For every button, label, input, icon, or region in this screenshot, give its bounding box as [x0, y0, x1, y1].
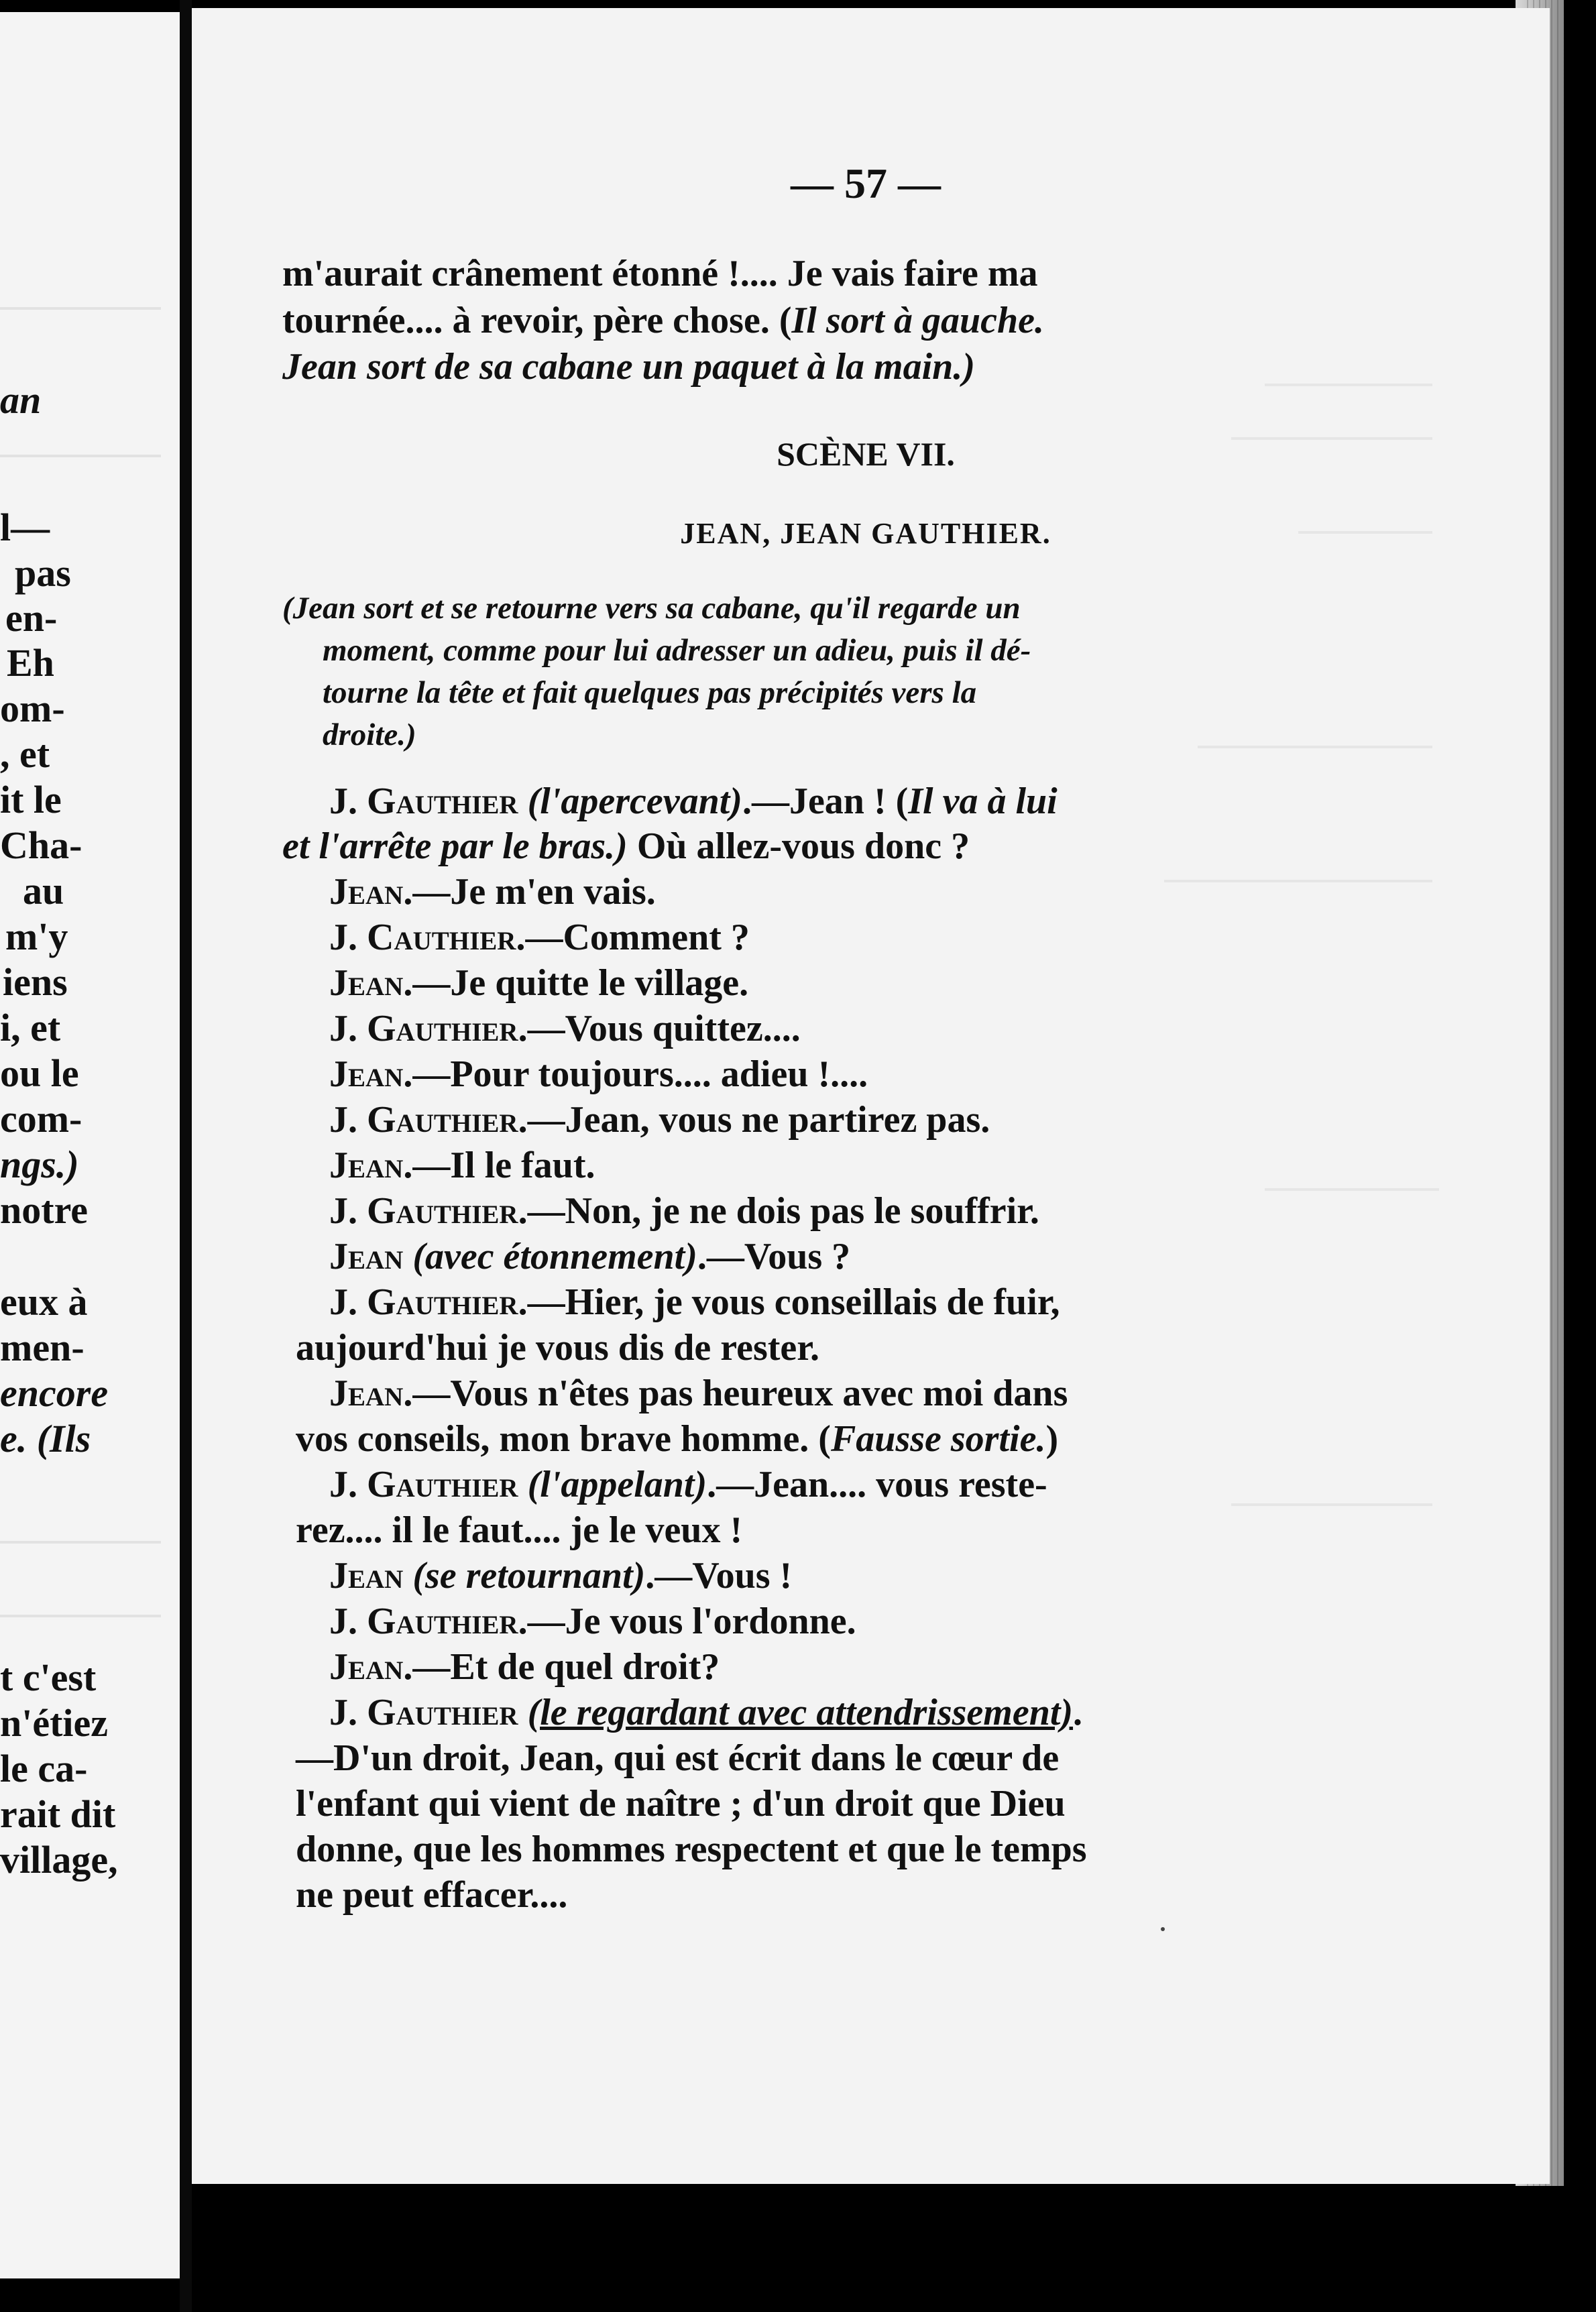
dialogue-line: rez.... il le faut.... je le veux !: [296, 1509, 743, 1551]
dialogue-line: J. Gauthier (le regardant avec attendrissement).: [329, 1692, 1083, 1733]
dialogue-line: J. Gauthier.—Jean, vous ne partirez pas.: [329, 1099, 990, 1141]
dialogue-line: Jean.—Et de quel droit?: [329, 1646, 720, 1688]
left-fragment: men-: [0, 1326, 84, 1369]
left-fragment: rait dit: [0, 1792, 116, 1836]
dialogue-line: Jean.—Je m'en vais.: [329, 871, 656, 913]
left-fragment: Eh: [7, 641, 54, 685]
left-fragment: village,: [0, 1838, 118, 1882]
facing-page-fragment: [0, 12, 180, 2278]
speaker: Jean: [329, 962, 404, 1004]
text-line: tournée.... à revoir, père chose. (Il sort à gauche.: [282, 300, 1044, 341]
left-fragment: encore: [0, 1371, 109, 1415]
dialogue-line: J. Gauthier.—Vous quittez....: [329, 1008, 801, 1049]
dialogue-line: J. Gauthier.—Hier, je vous conseillais de fuir,: [329, 1281, 1060, 1323]
left-fragment: ngs.): [0, 1143, 79, 1186]
stage-direction: moment, comme pour lui adresser un adieu, puis il dé-: [323, 633, 1031, 668]
left-fragment: iens: [3, 960, 68, 1004]
left-fragment: eux à: [0, 1280, 88, 1324]
speaker: Jean: [329, 1373, 404, 1414]
speaker: J. Gauthier: [329, 781, 518, 822]
speaker: Jean: [329, 1646, 404, 1688]
book-gutter: [180, 0, 192, 2312]
dialogue-line: Jean (se retournant).—Vous !: [329, 1555, 793, 1597]
speaker: Jean: [329, 1555, 404, 1597]
dialogue-line: l'enfant qui vient de naître ; d'un droit que Dieu: [296, 1783, 1066, 1825]
speaker: J. Gauthier: [329, 1099, 518, 1141]
text-line: m'aurait crânement étonné !.... Je vais faire ma: [282, 253, 1038, 294]
dialogue-line: Jean.—Vous n'êtes pas heureux avec moi dans: [329, 1373, 1068, 1414]
dialogue-line: —D'un droit, Jean, qui est écrit dans le cœur de: [296, 1737, 1060, 1779]
stage-direction: tourne la tête et fait quelques pas précipités vers la: [323, 675, 977, 710]
left-fragment: pas: [15, 551, 71, 595]
speaker: J. Gauthier: [329, 1190, 518, 1232]
ink-speck: [1161, 1927, 1165, 1931]
left-fragment: en-: [5, 596, 58, 640]
left-fragment: ou le: [0, 1051, 79, 1095]
speaker: J. Cauthier: [329, 917, 516, 958]
dialogue-line: J. Gauthier.—Non, je ne dois pas le souffrir.: [329, 1190, 1039, 1232]
speaker: Jean: [329, 1145, 404, 1186]
dialogue-line: Jean.—Il le faut.: [329, 1145, 595, 1186]
left-fragment: m'y: [5, 915, 68, 958]
speaker: Jean: [329, 1053, 404, 1095]
left-fragment: , et: [0, 732, 50, 776]
speaker: J. Gauthier: [329, 1464, 518, 1505]
character-list: JEAN, JEAN GAUTHIER.: [680, 517, 1051, 550]
book-page: [192, 8, 1550, 2184]
dialogue-line: Jean.—Pour toujours.... adieu !....: [329, 1053, 868, 1095]
stage-direction: (Jean sort et se retourne vers sa cabane, qu'il regarde un: [282, 591, 1021, 626]
dialogue-line: J. Gauthier (l'apercevant).—Jean ! (Il va à lui: [329, 781, 1058, 822]
left-fragment: n'étiez: [0, 1701, 109, 1745]
dialogue-line: J. Gauthier.—Je vous l'ordonne.: [329, 1601, 856, 1642]
left-fragment: l—: [0, 506, 50, 549]
stage-direction: Jean sort de sa cabane un paquet à la main.): [282, 346, 975, 388]
scene-heading: SCÈNE VII.: [777, 435, 955, 473]
dialogue-line: J. Cauthier.—Comment ?: [329, 917, 750, 958]
dialogue-line: Jean.—Je quitte le village.: [329, 962, 749, 1004]
left-fragment: it le: [0, 778, 62, 821]
left-fragment: om-: [0, 687, 65, 730]
dialogue-line: ne peut effacer....: [296, 1874, 568, 1916]
speaker: Jean: [329, 871, 404, 913]
left-fragment: e. (Ils: [0, 1417, 91, 1460]
speaker: J. Gauthier: [329, 1008, 518, 1049]
stage-direction: droite.): [323, 717, 416, 752]
left-fragment: com-: [0, 1097, 82, 1141]
speaker: Jean: [329, 1236, 404, 1277]
dialogue-line: vos conseils, mon brave homme. (Fausse sortie.): [296, 1418, 1059, 1460]
page-number: — 57 —: [791, 160, 941, 207]
left-fragment: le ca-: [0, 1747, 88, 1790]
speaker: J. Gauthier: [329, 1692, 518, 1733]
dialogue-line: Jean (avec étonnement).—Vous ?: [329, 1236, 851, 1277]
left-fragment: au: [23, 869, 64, 913]
dialogue-line: aujourd'hui je vous dis de rester.: [296, 1327, 819, 1369]
left-fragment: t c'est: [0, 1656, 97, 1699]
dialogue-line: donne, que les hommes respectent et que le temps: [296, 1829, 1087, 1870]
left-fragment: i, et: [0, 1006, 61, 1049]
left-fragment: Cha-: [0, 823, 82, 867]
speaker: J. Gauthier: [329, 1281, 518, 1323]
dialogue-line: et l'arrête par le bras.) Où allez-vous donc ?: [282, 825, 970, 867]
dialogue-line: J. Gauthier (l'appelant).—Jean.... vous reste-: [329, 1464, 1047, 1505]
left-fragment: notre: [0, 1188, 89, 1232]
speaker: J. Gauthier: [329, 1601, 518, 1642]
left-fragment: an: [0, 378, 42, 422]
